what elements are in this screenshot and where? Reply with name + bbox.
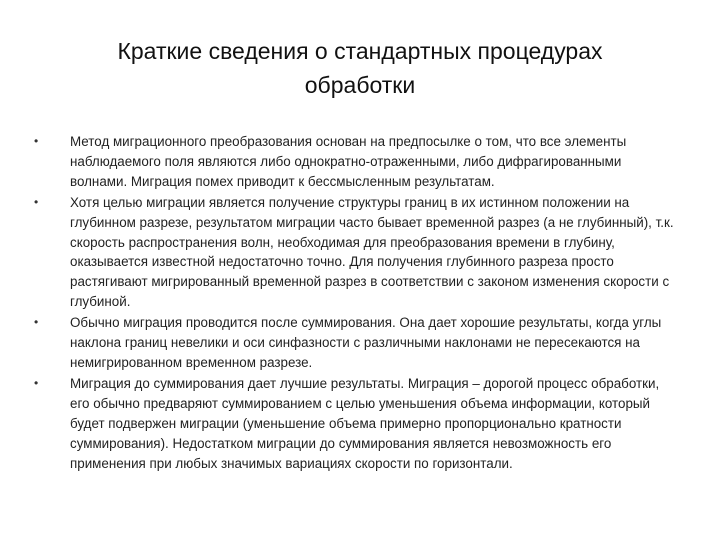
bullet-dot-icon: •: [34, 375, 39, 390]
bullet-dot-icon: •: [34, 315, 39, 330]
bullet-item: [34, 132, 674, 192]
bullet-item: [34, 193, 674, 312]
bullet-item: [34, 313, 674, 373]
bullet-text: Хотя целью миграции является получение структуры границ в их истинном положении на глубинном разрезе, результатом миграции часто бывает временной разрез (а не глубинный), т.к. скорость распространения волн, необходимая для преобразования времени в глубину, оказывается известной недостаточно точно. Для получения глубинного разреза просто растягивают мигрированный временной разрез в соответствии с законом изменения скорости с глубиной.: [70, 194, 674, 310]
bullet-dot-icon: •: [34, 194, 39, 209]
bullet-text: Метод миграционного преобразования основан на предпосылке о том, что все элементы наблюдаемого поля являются либо однократно-отраженными, либо дифрагированными волнами. Миграция помех приводит к бессмысленным результатам.: [70, 134, 627, 189]
bullet-text: Обычно миграция проводится после суммирования. Она дает хорошие результаты, когда углы наклона границ невелики и оси синфазности с различными наклонами не пересекаются на немигрированном временном разрезе.: [70, 315, 662, 370]
bullet-list: [34, 132, 674, 474]
bullet-text: Миграция до суммирования дает лучшие результаты. Миграция – дорогой процесс обработки, его обычно предваряют суммированием с целью уменьшения объема информации, который будет подвержен миграции (уменьшение объема примерно пропорционально кратности суммирования). Недостатком миграции до суммирования является невозможность его применения при любых значимых вариациях скорости по горизонтали.: [70, 375, 660, 471]
bullet-dot-icon: •: [34, 134, 39, 148]
slide-title: [60, 34, 660, 102]
slide-title-line-2: обработки: [304, 72, 416, 98]
bullet-item: [34, 374, 674, 474]
slide-title-line-1: Краткие сведения о стандартных процедурах: [117, 38, 603, 64]
